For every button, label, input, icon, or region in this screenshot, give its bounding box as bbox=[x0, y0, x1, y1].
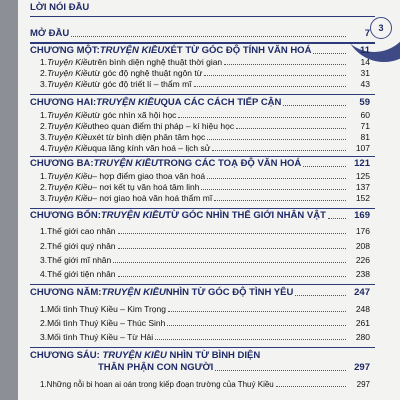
chapter-title-rest: NHÌN TỪ BÌNH DIỆN bbox=[166, 350, 261, 361]
item-number: 3. bbox=[40, 255, 48, 265]
chapter-title-line2: THÂN PHẬN CON NGƯỜI bbox=[98, 362, 214, 373]
leader-dots bbox=[118, 276, 346, 277]
chapter-prefix: CHƯƠNG MỘT: bbox=[30, 45, 100, 56]
leader-dots bbox=[118, 233, 346, 234]
item-page: 43 bbox=[360, 79, 370, 89]
item-page: 208 bbox=[355, 241, 370, 251]
item-page: 226 bbox=[355, 255, 370, 265]
item-page: 176 bbox=[355, 226, 370, 236]
chapter-heading bbox=[30, 45, 370, 56]
divider bbox=[30, 16, 375, 17]
leader-dots bbox=[167, 325, 346, 326]
leader-dots bbox=[303, 166, 346, 167]
page-number: 3 bbox=[370, 17, 392, 39]
chapter-title-italic: TRUYỆN KIỀU bbox=[96, 97, 161, 108]
item-italic: Truyện Kiều bbox=[47, 79, 93, 89]
leader-dots bbox=[118, 248, 346, 249]
item-text: – nơi kết tụ văn hoá tâm linh bbox=[92, 182, 200, 192]
toc-item bbox=[40, 143, 370, 153]
leader-dots bbox=[328, 218, 346, 219]
item-number: 4. bbox=[40, 143, 48, 153]
item-italic: Truyện Kiều bbox=[47, 57, 93, 67]
chapter-heading bbox=[30, 287, 370, 298]
item-text: Thế giới quý nhân bbox=[47, 241, 116, 251]
item-italic: Truyện Kiều bbox=[47, 68, 93, 78]
item-number: 1. bbox=[40, 110, 48, 120]
chapter-heading bbox=[30, 210, 370, 221]
item-page: 14 bbox=[360, 57, 370, 67]
item-page: 238 bbox=[355, 269, 370, 279]
toc-item bbox=[40, 68, 370, 78]
item-number: 3. bbox=[40, 79, 48, 89]
toc-item bbox=[40, 193, 370, 203]
item-number: 3. bbox=[40, 332, 48, 342]
item-page: 31 bbox=[360, 68, 370, 78]
toc-item bbox=[40, 182, 370, 192]
chapter-prefix: CHƯƠNG HAI: bbox=[30, 97, 97, 108]
item-number: 2. bbox=[40, 68, 48, 78]
chapter-heading-line2 bbox=[98, 362, 370, 373]
item-number: 2. bbox=[40, 121, 48, 131]
chapter-title-italic: TRUYỆN KIỀU bbox=[93, 158, 158, 169]
item-number: 2. bbox=[40, 241, 48, 251]
item-page: 60 bbox=[360, 110, 370, 120]
chapter-page: 297 bbox=[354, 362, 370, 373]
chapter-title-rest: QUA CÁC CÁCH TIẾP CẬN bbox=[160, 97, 282, 108]
leader-dots bbox=[113, 262, 346, 263]
toc-intro-label: MỞ ĐẦU bbox=[30, 28, 70, 39]
toc-intro-page: 7 bbox=[364, 28, 370, 39]
chapter-title-italic: TRUYỆN KIỀU bbox=[101, 287, 166, 298]
leader-dots bbox=[155, 339, 346, 340]
chapter-title-rest: NHÌN TỪ GÓC ĐỘ TÌNH YÊU bbox=[165, 287, 294, 298]
item-text: trên bình diện nghệ thuật thời gian bbox=[92, 57, 223, 67]
item-page: 107 bbox=[355, 143, 370, 153]
leader-dots bbox=[295, 295, 346, 296]
chapter-title-italic: TRUYỆN KIỀU bbox=[100, 210, 166, 221]
toc-item bbox=[40, 318, 370, 328]
chapter-page: 11 bbox=[359, 45, 370, 56]
divider bbox=[30, 42, 375, 44]
item-page: 81 bbox=[360, 132, 370, 142]
chapter-heading bbox=[30, 350, 370, 361]
item-page: 297 bbox=[356, 380, 370, 389]
divider bbox=[30, 94, 375, 95]
chapter-heading bbox=[30, 97, 370, 108]
item-italic: Truyện Kiều bbox=[47, 193, 93, 203]
chapter-page: 247 bbox=[354, 287, 370, 298]
item-page: 248 bbox=[355, 304, 370, 314]
item-italic: Truyện Kiều bbox=[47, 182, 93, 192]
chapter-title-italic: TRUYỆN KIỀU bbox=[99, 45, 165, 56]
item-page: 261 bbox=[355, 318, 370, 328]
item-text: – hợp điểm giao thoa văn hoá bbox=[92, 171, 206, 181]
leader-dots bbox=[194, 86, 346, 87]
item-number: 1. bbox=[40, 171, 48, 181]
chapter-page: 121 bbox=[354, 158, 370, 169]
chapter-title-rest: XÉT TỪ GÓC ĐỘ TÍNH VĂN HOÁ bbox=[164, 45, 312, 56]
chapter-prefix: CHƯƠNG BỐN: bbox=[30, 210, 101, 221]
item-number: 1. bbox=[40, 380, 47, 389]
leader-dots bbox=[178, 117, 346, 118]
toc-item bbox=[40, 226, 370, 236]
item-page: 71 bbox=[360, 121, 370, 131]
toc-item bbox=[40, 304, 370, 314]
item-italic: Truyện Kiều bbox=[47, 132, 93, 142]
leader-dots bbox=[215, 370, 346, 371]
chapter-title-rest: TỪ GÓC NHÌN THẾ GIỚI NHÂN VẬT bbox=[165, 210, 326, 221]
leader-dots bbox=[276, 386, 346, 387]
leader-dots bbox=[236, 128, 346, 129]
item-text: Thế giới mĩ nhân bbox=[47, 255, 112, 265]
item-italic: Truyện Kiều bbox=[47, 171, 93, 181]
chapter-prefix: CHƯƠNG BA: bbox=[30, 158, 94, 169]
item-text: Mối tình Thuý Kiều – Từ Hải bbox=[47, 332, 154, 342]
item-number: 2. bbox=[40, 182, 48, 192]
book-page bbox=[18, 0, 400, 400]
chapter-prefix: CHƯƠNG SÁU: bbox=[30, 350, 103, 361]
item-text: Mối tình Thuý Kiều – Thúc Sinh bbox=[47, 318, 166, 328]
toc-item bbox=[40, 132, 370, 142]
item-text: từ góc nhìn xã hội học bbox=[92, 110, 177, 120]
toc-preface bbox=[30, 2, 370, 13]
item-text: Mối tình Thuý Kiều – Kim Trọng bbox=[47, 304, 166, 314]
chapter-prefix: CHƯƠNG NĂM: bbox=[30, 287, 102, 298]
item-italic: Truyện Kiều bbox=[47, 121, 93, 131]
item-text: – nơi giao hoà văn hoá thẩm mĩ bbox=[92, 193, 213, 203]
divider bbox=[30, 347, 375, 348]
toc-item bbox=[40, 380, 370, 389]
item-text: Những nỗi bi hoan ai oán trong kiếp đoạn trường của Thuý Kiều bbox=[46, 380, 274, 389]
toc-item bbox=[40, 121, 370, 131]
leader-dots bbox=[224, 64, 346, 65]
item-text: từ góc độ triết lí – thẩm mĩ bbox=[92, 79, 192, 89]
item-text: theo quan điểm thi pháp – kí hiệu học bbox=[92, 121, 235, 131]
toc-item bbox=[40, 332, 370, 342]
item-text: xét từ bình diện phân tâm học bbox=[92, 132, 206, 142]
item-number: 4. bbox=[40, 269, 48, 279]
leader-dots bbox=[283, 105, 346, 106]
leader-dots bbox=[168, 311, 346, 312]
item-number: 2. bbox=[40, 318, 48, 328]
item-page: 137 bbox=[355, 182, 370, 192]
toc-item bbox=[40, 57, 370, 67]
toc-intro bbox=[30, 28, 370, 39]
divider bbox=[30, 156, 375, 157]
toc-preface-label: LỜI NÓI ĐẦU bbox=[30, 2, 90, 13]
toc-item bbox=[40, 171, 370, 181]
toc-item bbox=[40, 79, 370, 89]
item-number: 1. bbox=[40, 304, 48, 314]
item-number: 3. bbox=[40, 193, 48, 203]
item-italic: Truyện Kiều bbox=[47, 143, 93, 153]
chapter-page: 169 bbox=[354, 210, 370, 221]
leader-dots bbox=[204, 75, 346, 76]
leader-dots bbox=[313, 53, 346, 54]
item-italic: Truyện Kiều bbox=[47, 110, 93, 120]
chapter-page: 59 bbox=[359, 97, 370, 108]
item-page: 125 bbox=[355, 171, 370, 181]
item-text: Thế giới tiện nhân bbox=[47, 269, 116, 279]
toc-item bbox=[40, 241, 370, 251]
leader-dots bbox=[207, 139, 346, 140]
leader-dots bbox=[201, 189, 346, 190]
item-text: qua lăng kính văn hoá – lịch sử bbox=[92, 143, 211, 153]
leader-dots bbox=[207, 178, 346, 179]
item-text: từ góc độ nghệ thuật ngôn từ bbox=[92, 68, 203, 78]
item-number: 1. bbox=[40, 226, 48, 236]
item-page: 152 bbox=[355, 193, 370, 203]
toc-item bbox=[40, 110, 370, 120]
leader-dots bbox=[214, 200, 346, 201]
item-text: Thế giới cao nhân bbox=[47, 226, 116, 236]
chapter-heading bbox=[30, 158, 370, 169]
divider bbox=[30, 284, 375, 285]
chapter-title-italic: TRUYỆN KIỀU bbox=[102, 350, 167, 361]
chapter-title-rest: TRONG CÁC TOẠ ĐỘ VĂN HOÁ bbox=[157, 158, 302, 169]
toc-item bbox=[40, 269, 370, 279]
item-page: 280 bbox=[355, 332, 370, 342]
item-number: 3. bbox=[40, 132, 48, 142]
divider bbox=[30, 208, 375, 209]
item-number: 1. bbox=[40, 57, 48, 67]
leader-dots bbox=[212, 150, 346, 151]
toc-item bbox=[40, 255, 370, 265]
leader-dots bbox=[71, 36, 346, 37]
